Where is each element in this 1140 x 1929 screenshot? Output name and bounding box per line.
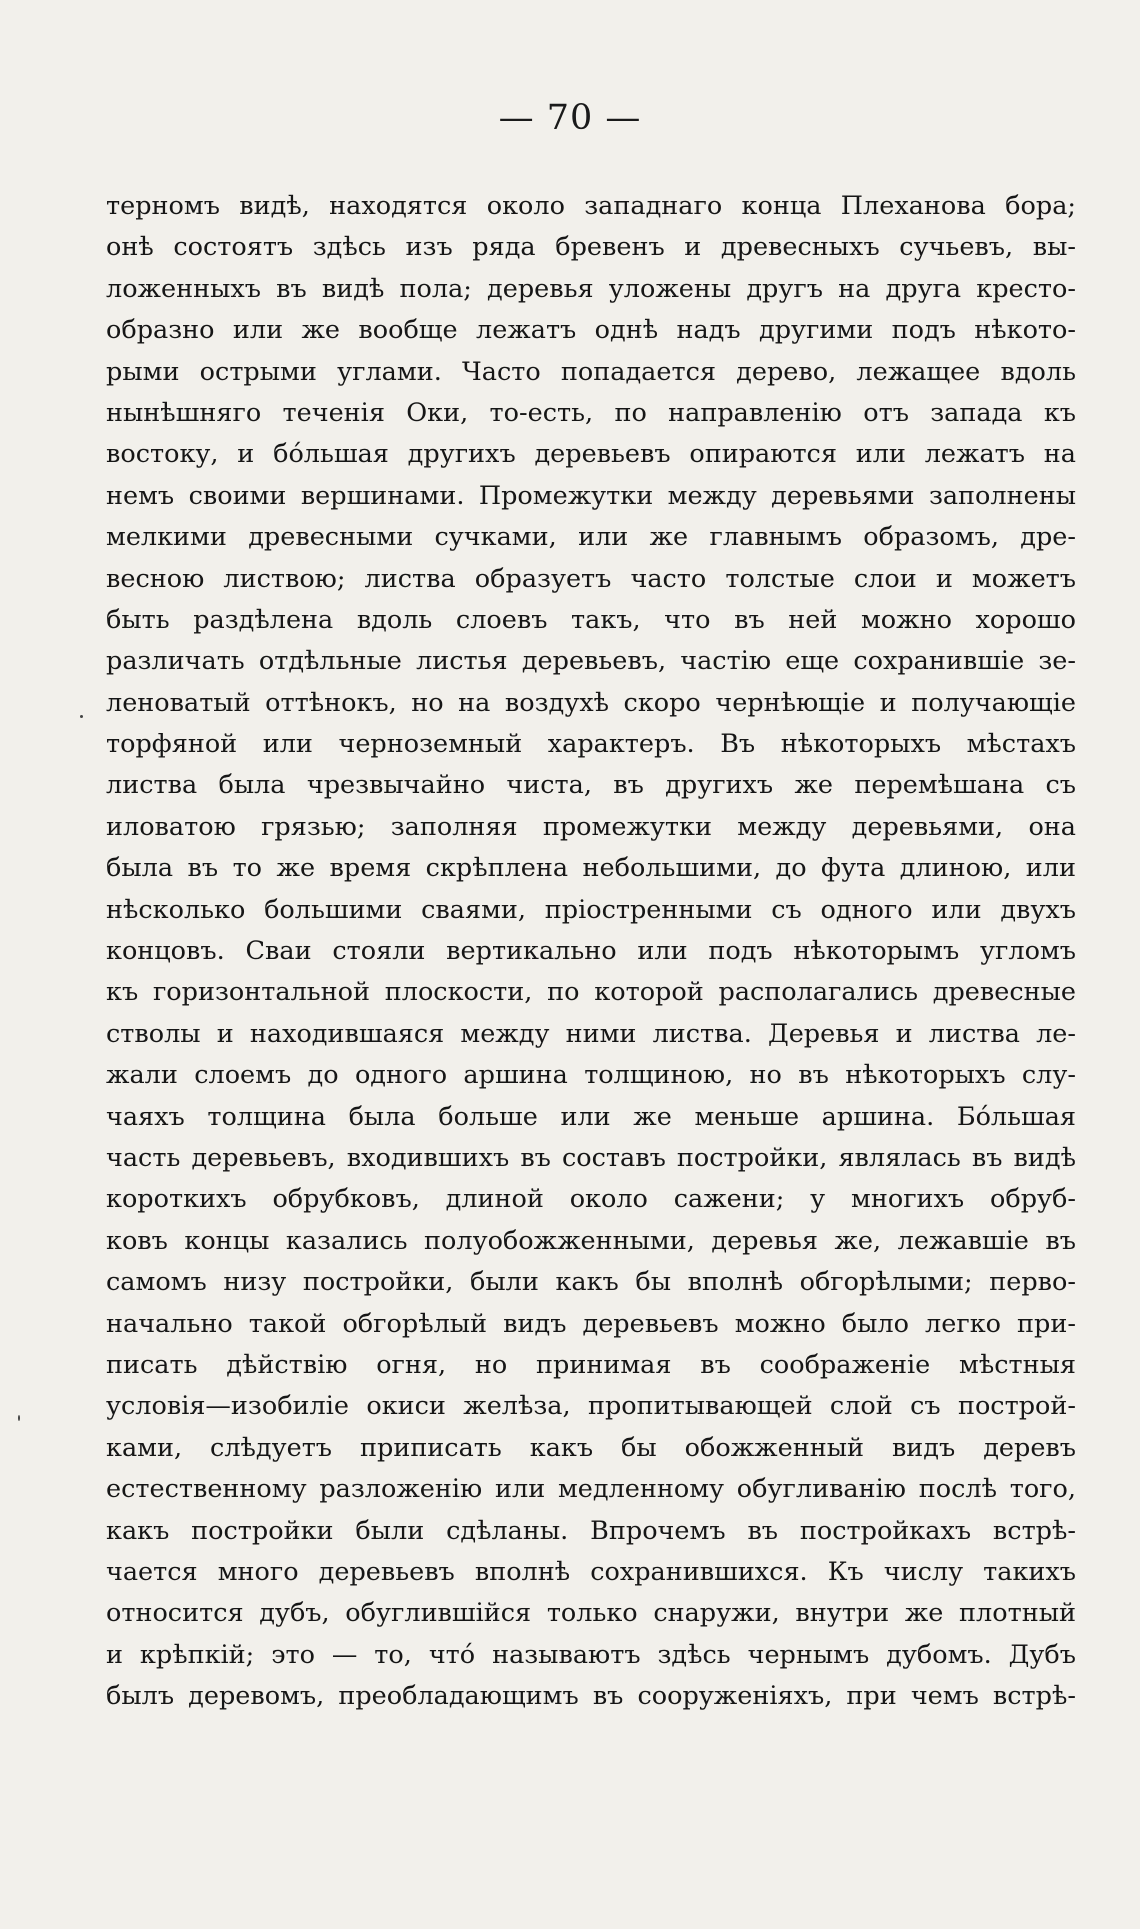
text-line: различать отдѣльные листья деревьевъ, частію еще сохранившіе зе-	[106, 646, 1076, 677]
text-line: терномъ видѣ, находятся около западнаго конца Плеханова бора;	[106, 191, 1076, 221]
text-line: мелкими древесными сучками, или же главнымъ образомъ, дре-	[106, 522, 1076, 553]
text-line: быть раздѣлена вдоль слоевъ такъ, что въ ней можно хорошо	[106, 604, 1076, 635]
text-line: условія—изобиліе окиси желѣза, пропитывающей слой съ построй-	[106, 1391, 1076, 1422]
text-line: концовъ. Сваи стояли вертикально или подъ нѣкоторымъ угломъ	[106, 936, 1076, 967]
text-line: писать дѣйствію огня, но принимая въ соображеніе мѣстныя	[106, 1349, 1076, 1380]
text-line: чается много деревьевъ вполнѣ сохранившихся. Къ числу такихъ	[106, 1556, 1076, 1587]
text-line: чаяхъ толщина была больше или же меньше аршина. Бо́льшая	[106, 1101, 1076, 1132]
text-line: къ горизонтальной плоскости, по которой располагались древесные	[106, 977, 1076, 1008]
text-line: иловатою грязью; заполняя промежутки между деревьями, она	[106, 811, 1076, 842]
text-line: былъ деревомъ, преобладающимъ въ сооруженіяхъ, при чемъ встрѣ-	[106, 1681, 1076, 1712]
text-line: нѣсколько большими сваями, пріостренными съ одного или двухъ	[106, 894, 1076, 925]
text-line: образно или же вообще лежатъ однѣ надъ другими подъ нѣкото-	[106, 315, 1076, 346]
text-line: была въ то же время скрѣплена небольшими, до фута длиною, или	[106, 853, 1076, 884]
body-text	[106, 186, 1076, 1717]
text-line: рыми острыми углами. Часто попадается дерево, лежащее вдоль	[106, 356, 1076, 387]
text-line: весною листвою; листва образуетъ часто толстые слои и можетъ	[106, 563, 1076, 594]
text-line: начально такой обгорѣлый видъ деревьевъ можно было легко при-	[106, 1308, 1076, 1339]
page-number: — 70 —	[498, 98, 642, 138]
text-line: короткихъ обрубковъ, длиной около сажени; у многихъ обруб-	[106, 1184, 1076, 1215]
text-line: ковъ концы казались полуобожженными, деревья же, лежавшіе въ	[106, 1225, 1076, 1256]
text-line: относится дубъ, обуглившійся только снаружи, внутри же плотный	[106, 1598, 1076, 1629]
text-line: торфяной или черноземный характеръ. Въ нѣкоторыхъ мѣстахъ	[106, 729, 1076, 760]
text-line: жали слоемъ до одного аршина толщиною, но въ нѣкоторыхъ слу-	[106, 1060, 1076, 1091]
text-line: самомъ низу постройки, были какъ бы вполнѣ обгорѣлыми; перво-	[106, 1267, 1076, 1298]
text-line: естественному разложенію или медленному обугливанію послѣ того,	[106, 1474, 1076, 1505]
margin-speck	[80, 715, 83, 718]
text-line: листва была чрезвычайно чиста, въ другихъ же перемѣшана съ	[106, 770, 1076, 801]
text-line: часть деревьевъ, входившихъ въ составъ постройки, являлась въ видѣ	[106, 1142, 1076, 1173]
text-line: какъ постройки были сдѣланы. Впрочемъ въ постройкахъ встрѣ-	[106, 1515, 1076, 1546]
text-line: стволы и находившаяся между ними листва. Деревья и листва ле-	[106, 1018, 1076, 1049]
text-line: немъ своими вершинами. Промежутки между деревьями заполнены	[106, 480, 1076, 511]
text-line: ками, слѣдуетъ приписать какъ бы обожженный видъ деревъ	[106, 1432, 1076, 1463]
text-line: леноватый оттѣнокъ, но на воздухѣ скоро чернѣющіе и получающіе	[106, 687, 1076, 718]
text-line: востоку, и бо́льшая другихъ деревьевъ опираются или лежатъ на	[106, 439, 1076, 470]
text-line: и крѣпкій; это — то, что́ называютъ здѣсь чернымъ дубомъ. Дубъ	[106, 1639, 1076, 1670]
text-line: онѣ состоятъ здѣсь изъ ряда бревенъ и древесныхъ сучьевъ, вы-	[106, 232, 1076, 263]
text-line: нынѣшняго теченія Оки, то-есть, по направленію отъ запада къ	[106, 397, 1076, 428]
text-line: ложенныхъ въ видѣ пола; деревья уложены другъ на друга кресто-	[106, 273, 1076, 304]
margin-speck	[18, 1415, 20, 1421]
